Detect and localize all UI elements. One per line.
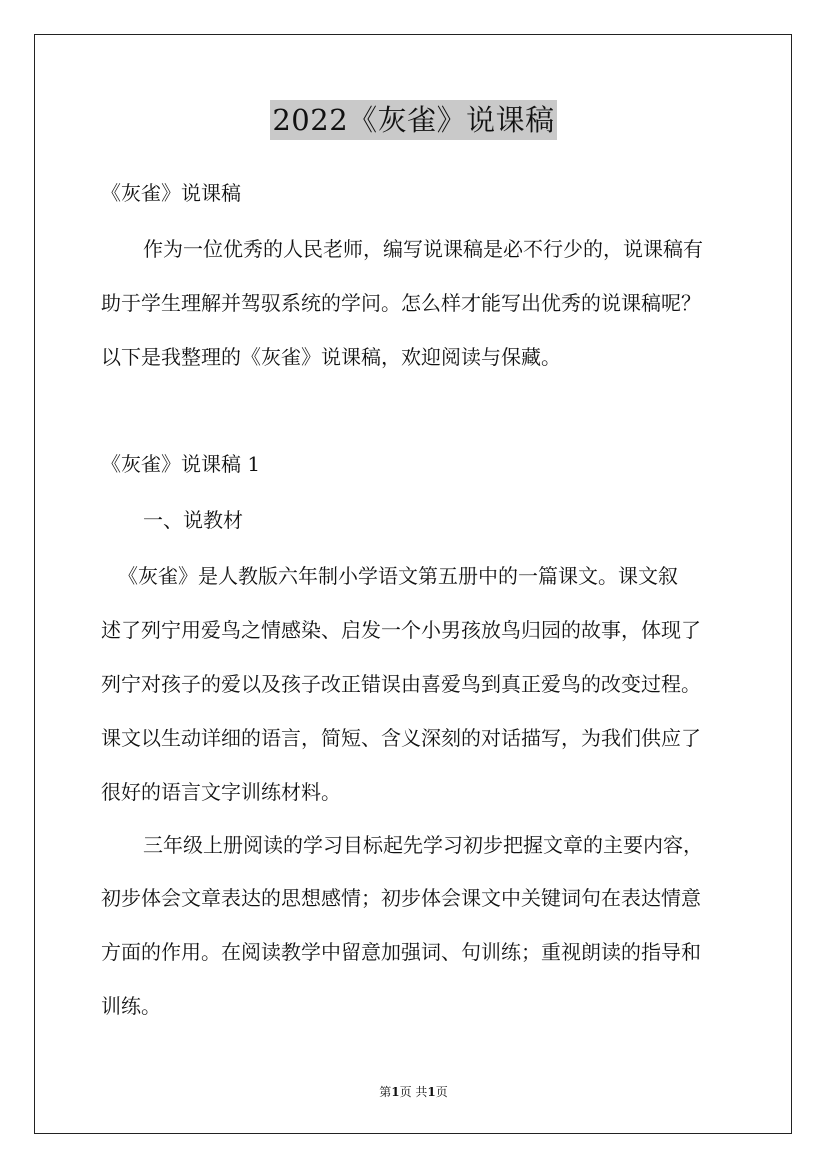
intro-line: 以下是我整理的《灰雀》说课稿，欢迎阅读与保藏。	[101, 345, 561, 369]
page-footer	[0, 1084, 827, 1100]
section-title: 《灰雀》说课稿 1	[101, 452, 261, 476]
paragraph1-line: 课文以生动详细的语言，简短、含义深刻的对话描写，为我们供应了	[101, 726, 701, 750]
subsection-title: 一、说教材	[143, 508, 243, 532]
paragraph2-line: 三年级上册阅读的学习目标起先学习初步把握文章的主要内容，	[143, 833, 703, 857]
page-mid: 页 共	[399, 1085, 428, 1099]
document-title: 2022《灰雀》说课稿	[270, 100, 556, 140]
page-current-number: 1	[391, 1085, 400, 1099]
paragraph2-line: 初步体会文章表达的思想感情；初步体会课文中关键词句在表达情意	[101, 886, 701, 910]
intro-line: 助于学生理解并驾驭系统的学问。怎么样才能写出优秀的说课稿呢？	[101, 291, 701, 315]
title-container	[0, 100, 827, 140]
paragraph2-line: 训练。	[101, 994, 161, 1018]
page-total-number: 1	[427, 1085, 436, 1099]
paragraph1-line: 列宁对孩子的爱以及孩子改正错误由喜爱鸟到真正爱鸟的改变过程。	[101, 672, 701, 696]
paragraph1-line: 很好的语言文字训练材料。	[101, 780, 341, 804]
page-suffix: 页	[435, 1085, 448, 1099]
intro-line: 作为一位优秀的人民老师，编写说课稿是必不行少的，说课稿有	[143, 237, 703, 261]
page-prefix: 第	[379, 1085, 392, 1099]
paragraph2-line: 方面的作用。在阅读教学中留意加强词、句训练；重视朗读的指导和	[101, 940, 701, 964]
paragraph1-line: 述了列宁用爱鸟之情感染、启发一个小男孩放鸟归园的故事，体现了	[101, 618, 701, 642]
paragraph1-line: 《灰雀》是人教版六年制小学语文第五册中的一篇课文。课文叙	[118, 564, 678, 588]
subtitle: 《灰雀》说课稿	[101, 181, 241, 205]
